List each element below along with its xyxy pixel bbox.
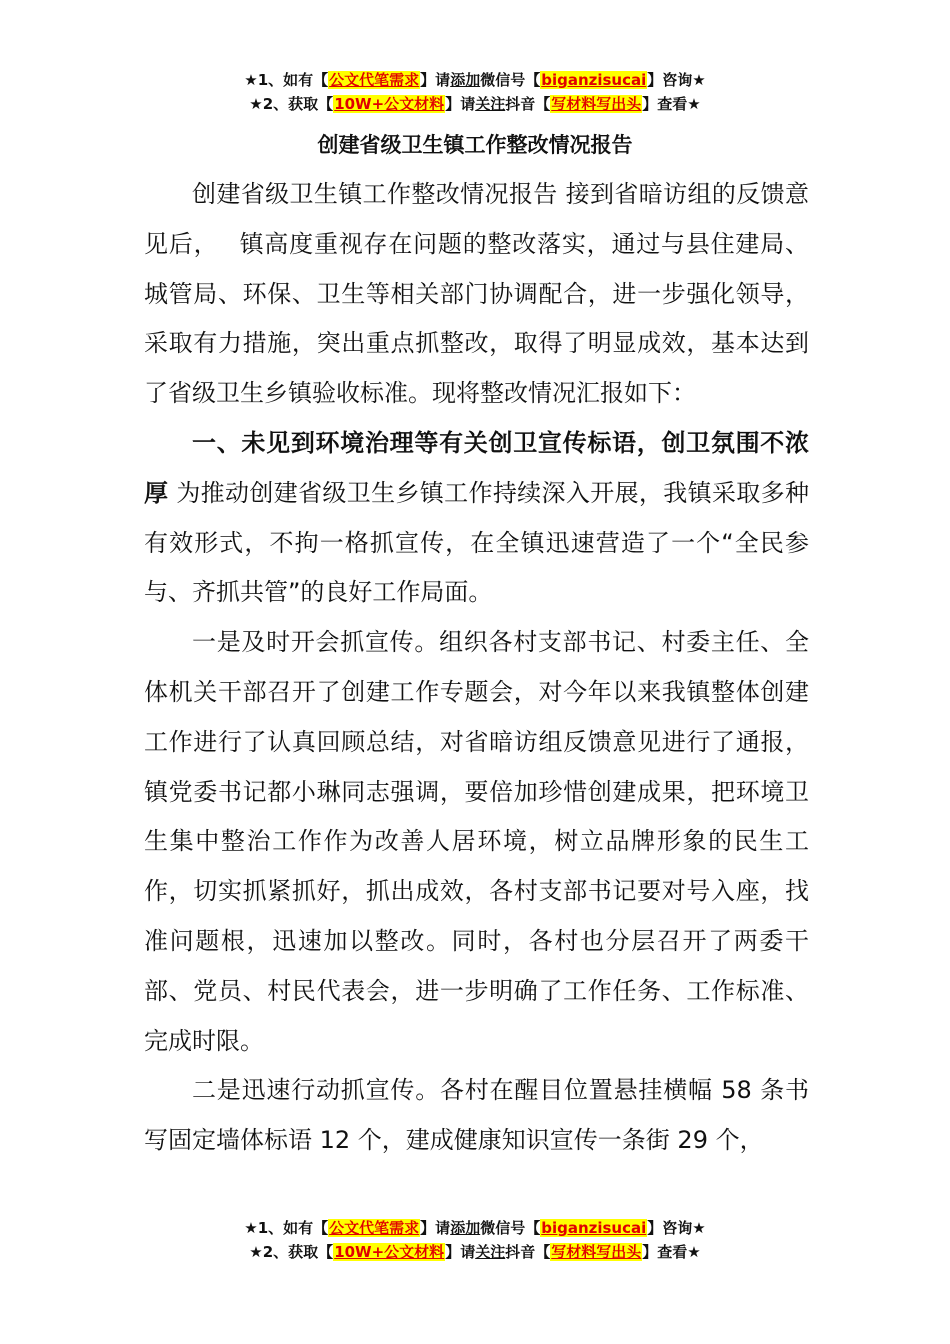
promo-highlight: 公文代笔需求 [329,1219,420,1237]
promo-text: 】请 [445,1243,476,1261]
promo-underlined-text: 关注 [475,95,506,113]
promo-highlight: 写材料写出头 [551,1243,642,1261]
promo-text: 抖音【 [505,95,551,113]
promo-highlight: 公文代笔需求 [329,71,420,89]
promo-banner-bottom [0,1216,950,1264]
promo-highlight: biganzisucai [541,71,647,89]
promo-line-1 [0,68,950,92]
promo-line-1 [0,1216,950,1240]
promo-underlined-text: 添加 [450,1219,481,1237]
promo-text: 】查看★ [642,1243,701,1261]
promo-text: 】咨询★ [647,1219,706,1237]
section-heading: 一、未见到环境治理等有关创卫宣传标语，创卫氛围不浓厚 [144,428,809,507]
promo-banner-top [0,68,950,116]
promo-text: 】查看★ [642,95,701,113]
promo-text: 】请 [420,1219,451,1237]
document-body [144,170,809,1166]
document-title: 创建省级卫生镇工作整改情况报告 [317,133,633,157]
promo-text: 】请 [445,95,476,113]
paragraph-section-1 [144,419,809,618]
promo-text: 微信号【 [480,1219,541,1237]
section-text: 为推动创建省级卫生乡镇工作持续深入开展，我镇采取多种有效形式，不拘一格抓宣传，在全镇迅速营造了一个“全民参与、齐抓共管”的良好工作局面。 [144,478,809,607]
promo-text: 】请 [420,71,451,89]
promo-underlined-text: 关注 [475,1243,506,1261]
promo-line-2 [0,92,950,116]
promo-line-2 [0,1240,950,1264]
promo-underlined-text: 添加 [450,71,481,89]
paragraph-intro: 创建省级卫生镇工作整改情况报告 接到省暗访组的反馈意见后， 镇高度重视存在问题的整改落实，通过与县住建局、城管局、环保、卫生等相关部门协调配合，进一步强化领导，采取有力措施，突出重点抓整改，取得了明显成效，基本达到了省级卫生乡镇验收标准。现将整改情况汇报如下： [144,180,809,408]
paragraph-point-1: 一是及时开会抓宣传。组织各村支部书记、村委主任、全体机关干部召开了创建工作专题会，对今年以来我镇整体创建工作进行了认真回顾总结，对省暗访组反馈意见进行了通报，镇党委书记都小琳同志强调，要倍加珍惜创建成果，把环境卫生集中整治工作作为改善人居环境，树立品牌形象的民生工作，切实抓紧抓好，抓出成效，各村支部书记要对号入座，找准问题根，迅速加以整改。同时，各村也分层召开了两委干部、党员、村民代表会，进一步明确了工作任务、工作标准、完成时限。 [144,628,809,1055]
promo-highlight: 10W+公文材料 [334,1243,445,1261]
promo-highlight: 10W+公文材料 [334,95,445,113]
promo-text: ★2、获取【 [249,1243,334,1261]
paragraph-point-2: 二是迅速行动抓宣传。各村在醒目位置悬挂横幅 58 条书写固定墙体标语 12 个，建成健康知识宣传一条街 29 个， [144,1076,809,1155]
promo-text: 抖音【 [505,1243,551,1261]
promo-highlight: biganzisucai [541,1219,647,1237]
promo-text: ★2、获取【 [249,95,334,113]
promo-text: ★1、如有【 [244,1219,329,1237]
promo-highlight: 写材料写出头 [551,95,642,113]
promo-text: 】咨询★ [647,71,706,89]
promo-text: 微信号【 [480,71,541,89]
promo-text: ★1、如有【 [244,71,329,89]
